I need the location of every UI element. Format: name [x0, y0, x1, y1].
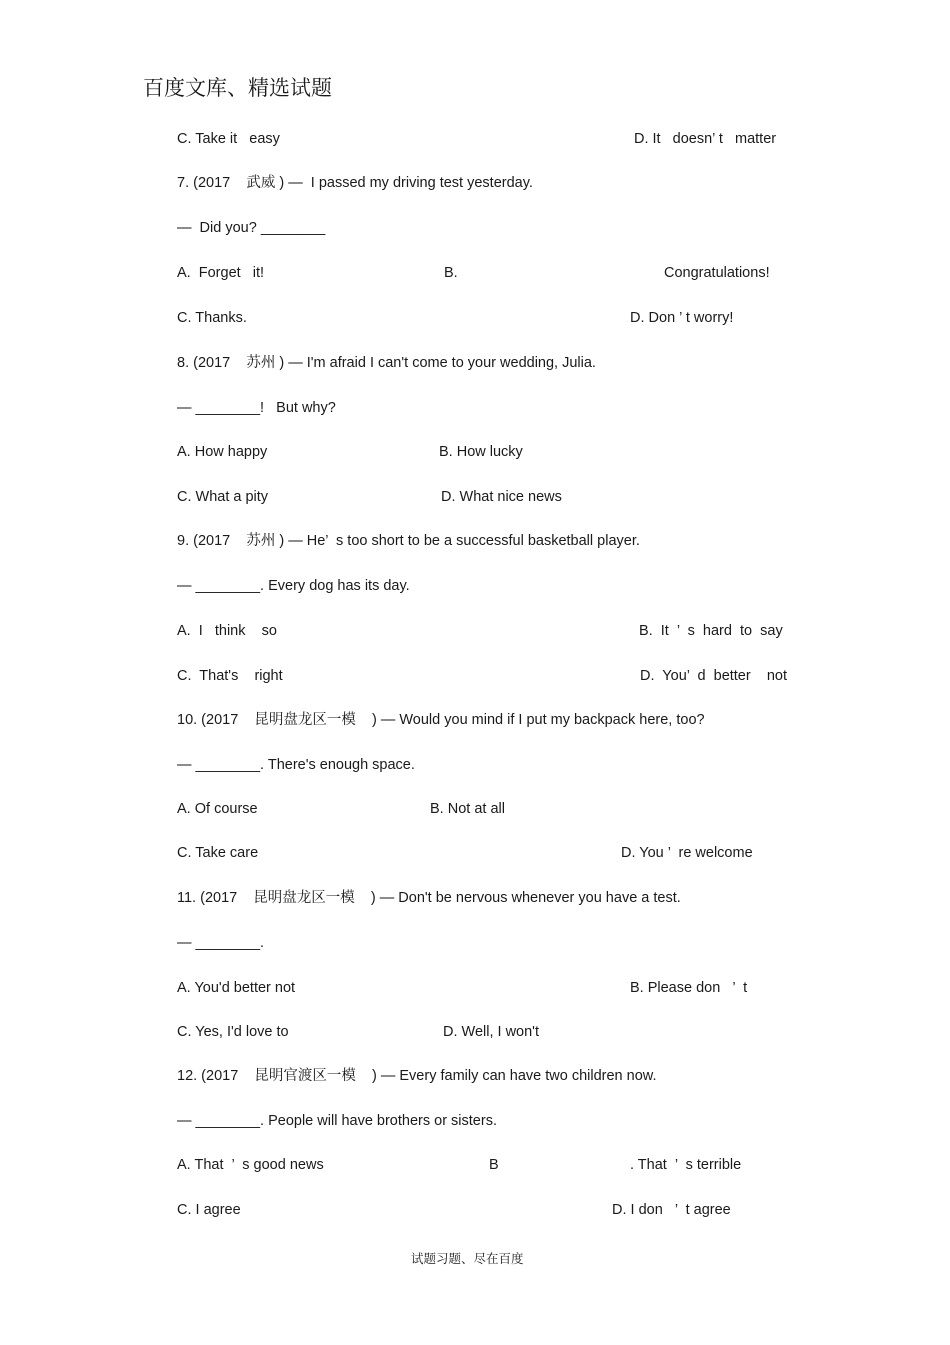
q8-reply: — ________! But why? [177, 400, 336, 416]
q12-option-b-letter: B [489, 1157, 499, 1173]
q9-option-d: D. You’ d better not [640, 668, 787, 684]
q8-option-b: B. How lucky [439, 444, 523, 460]
page-footer: 试题习题、尽在百度 [411, 1251, 524, 1266]
q9-option-a: A. I think so [177, 623, 277, 639]
q8-option-a: A. How happy [177, 444, 268, 460]
q10-option-d: D. You ’ re welcome [621, 845, 753, 861]
q9-reply: — ________. Every dog has its day. [177, 578, 410, 594]
q12-option-a: A. That ’ s good news [177, 1157, 324, 1173]
q11-option-d: D. Well, I won't [443, 1024, 539, 1040]
q7-reply: — Did you? ________ [177, 220, 326, 236]
q9-option-b: B. It ’ s hard to say [639, 623, 783, 639]
q12-option-b-text: . That ’ s terrible [630, 1157, 742, 1173]
q6-option-d: D. It doesn’ t matter [634, 131, 777, 147]
q10-reply: — ________. There's enough space. [177, 757, 415, 773]
q10-option-c: C. Take care [177, 845, 259, 861]
q11-stem: 11. (2017 昆明盘龙区一模 ) — Don't be nervous whenever you have a test. [177, 890, 681, 906]
q7-option-a: A. Forget it! [177, 265, 265, 281]
q7-option-b-letter: B. [444, 265, 458, 281]
q9-option-c: C. That's right [177, 668, 283, 684]
q6-option-c: C. Take it easy [177, 131, 280, 147]
q10-option-b: B. Not at all [430, 801, 505, 817]
q11-option-c: C. Yes, I'd love to [177, 1024, 289, 1040]
q12-option-d: D. I don ’ t agree [612, 1202, 731, 1218]
q7-option-c: C. Thanks. [177, 310, 247, 326]
q9-stem: 9. (2017 苏州 ) — He’ s too short to be a successful basketball player. [177, 533, 640, 549]
q12-reply: — ________. People will have brothers or sisters. [177, 1113, 497, 1129]
q8-stem: 8. (2017 苏州 ) — I'm afraid I can't come to your wedding, Julia. [177, 355, 596, 371]
q11-option-a: A. You'd better not [177, 980, 296, 996]
page-header: 百度文库、精选试题 [143, 76, 332, 100]
q8-option-c: C. What a pity [177, 489, 269, 505]
q7-stem: 7. (2017 武威 ) — I passed my driving test yesterday. [177, 175, 533, 191]
q8-option-d: D. What nice news [441, 489, 562, 505]
q10-stem: 10. (2017 昆明盘龙区一模 ) — Would you mind if I put my backpack here, too? [177, 712, 705, 728]
q7-option-d: D. Don ’ t worry! [630, 310, 734, 326]
q12-stem: 12. (2017 昆明官渡区一模 ) — Every family can have two children now. [177, 1068, 657, 1084]
q11-option-b: B. Please don ’ t [630, 980, 748, 996]
q10-option-a: A. Of course [177, 801, 258, 817]
q11-reply: — ________. [177, 935, 265, 951]
q12-option-c: C. I agree [177, 1202, 241, 1218]
q7-option-b-text: Congratulations! [664, 265, 770, 281]
